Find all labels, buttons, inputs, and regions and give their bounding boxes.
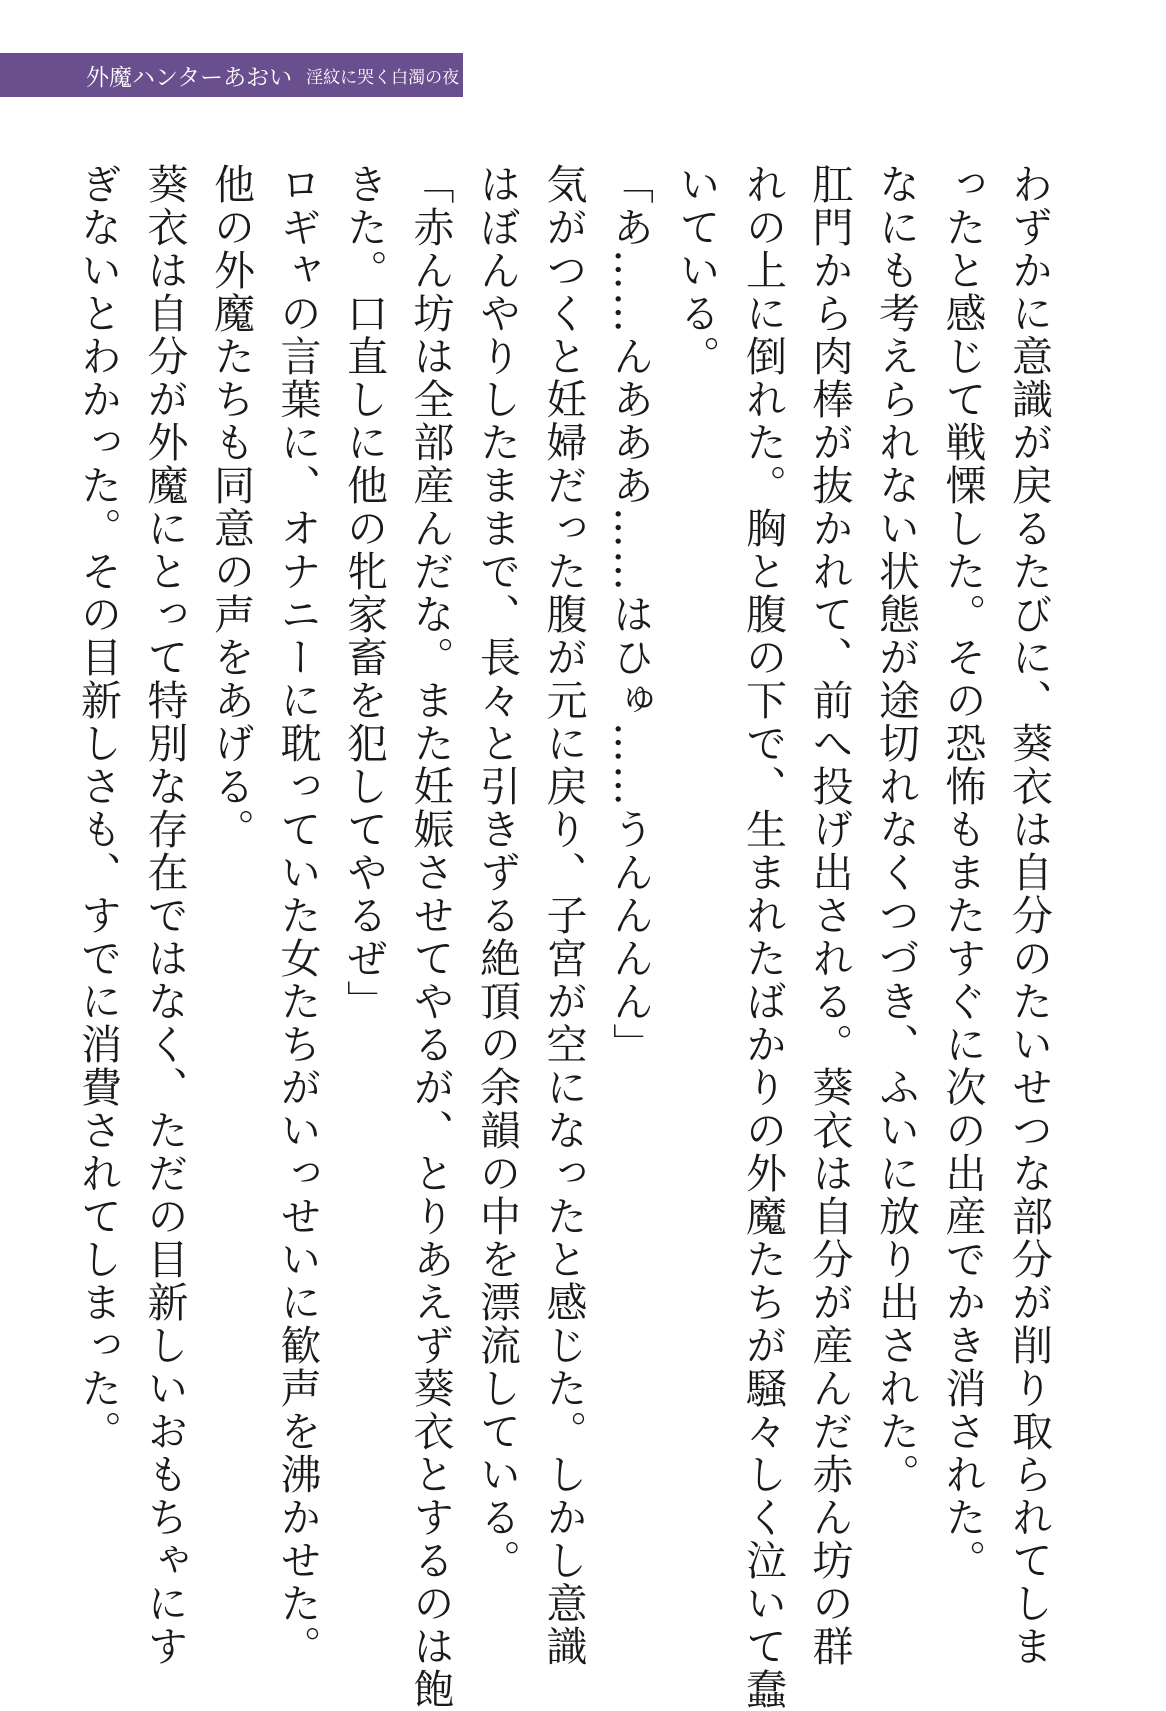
text-line: きた。口直しに他の牝家畜を犯してやるぜ」 xyxy=(340,163,388,1023)
vertical-text-body xyxy=(62,163,1062,1711)
text-line: わずかに意識が戻るたびに、葵衣は自分のたいせつな部分が削り取られてしま xyxy=(1005,163,1053,1668)
text-line: 「赤ん坊は全部産んだな。また妊娠させてやるが、とりあえず葵衣とするのは飽 xyxy=(406,163,455,1711)
text-line: 葵衣は自分が外魔にとって特別な存在ではなく、ただの目新しいおもちゃにす xyxy=(140,163,189,1668)
book-subtitle: 淫紋に哭く白濁の夜 xyxy=(306,67,460,88)
book-title: 外魔ハンターあおい xyxy=(86,64,293,91)
text-line: いている。 xyxy=(672,163,721,378)
running-header xyxy=(0,53,463,97)
text-line: ロギャの言葉に、オナニーに耽っていた女たちがいっせいに歓声を沸かせた。 xyxy=(273,163,322,1668)
text-line: 他の外魔たちも同意の声をあげる。 xyxy=(207,163,255,851)
text-line: れの上に倒れた。胸と腹の下で、生まれたばかりの外魔たちが騒々しく泣いて蠢 xyxy=(739,163,787,1711)
text-line: ったと感じて戦慄した。その恐怖もまたすぐに次の出産でかき消された。 xyxy=(938,163,987,1582)
text-line: 気がつくと妊婦だった腹が元に戻り、子宮が空になったと感じた。しかし意識 xyxy=(539,163,588,1668)
text-line: 肛門から肉棒が抜かれて、前へ投げ出される。葵衣は自分が産んだ赤ん坊の群 xyxy=(805,163,854,1668)
text-line: 「あ……んあああ……はひゅ……うんんんん」 xyxy=(606,163,654,1066)
text-line: なにも考えられない状態が途切れなくつづき、ふいに放り出された。 xyxy=(872,163,920,1496)
text-line: ぎないとわかった。その目新しさも、すでに消費されてしまった。 xyxy=(74,163,122,1453)
text-line: はぼんやりしたままで、長々と引きずる絶頂の余韻の中を漂流している。 xyxy=(473,163,521,1582)
